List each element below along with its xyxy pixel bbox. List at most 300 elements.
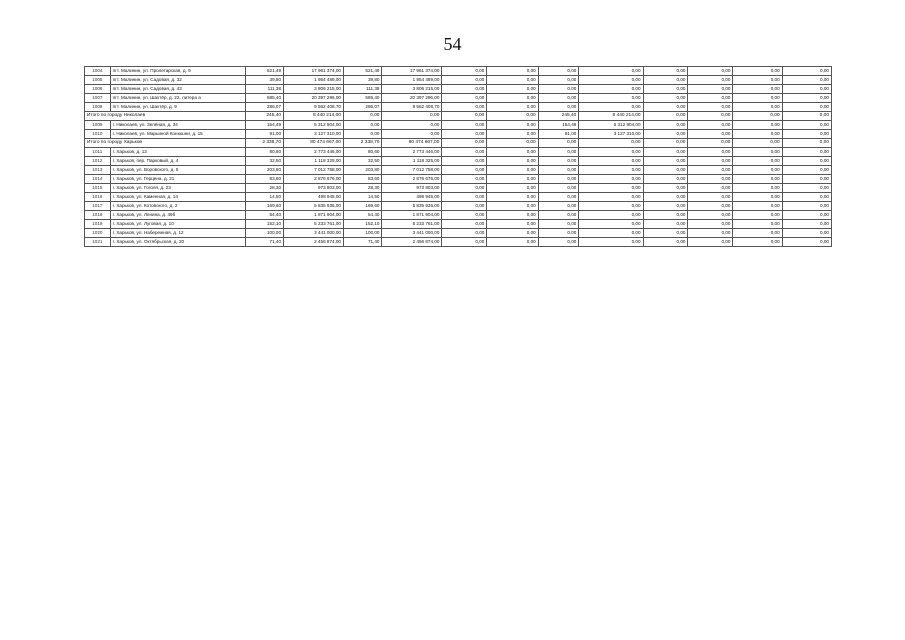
value-cell: 0,00 bbox=[579, 220, 643, 229]
value-cell: 245,40 bbox=[245, 112, 284, 121]
value-cell: 0,00 bbox=[579, 175, 643, 184]
row-id-cell: 1018 bbox=[85, 211, 111, 220]
value-cell: 0,00 bbox=[487, 85, 538, 94]
group-total-row bbox=[85, 112, 832, 121]
value-cell: 111,38 bbox=[245, 85, 284, 94]
value-cell: 0,00 bbox=[538, 229, 579, 238]
address-cell: г. Харьков, пер. Парковый, д. 4 bbox=[110, 157, 245, 166]
value-cell: 0,00 bbox=[487, 112, 538, 121]
register-table-container bbox=[84, 66, 832, 247]
value-cell: 0,00 bbox=[538, 67, 579, 76]
value-cell: 0,00 bbox=[579, 103, 643, 112]
value-cell: 0,00 bbox=[782, 94, 831, 103]
value-cell: 0,00 bbox=[643, 157, 688, 166]
value-cell: 521,49 bbox=[343, 67, 382, 76]
row-id-cell: 1008 bbox=[85, 103, 111, 112]
value-cell: 0,00 bbox=[733, 148, 782, 157]
value-cell: 585,40 bbox=[245, 94, 284, 103]
value-cell: 39,80 bbox=[245, 76, 284, 85]
value-cell: 9 562 408,70 bbox=[382, 103, 442, 112]
address-cell: пгт. Малинин, ул. Шахтёр, д. 22, литера а bbox=[110, 94, 245, 103]
table-body bbox=[85, 67, 832, 247]
value-cell: 0,00 bbox=[538, 139, 579, 148]
value-cell: 2 876 676,00 bbox=[284, 175, 344, 184]
address-cell: пгт. Малинин, ул. Садовая, д. 32 bbox=[110, 76, 245, 85]
value-cell: 80,60 bbox=[245, 148, 284, 157]
value-cell: 973 803,00 bbox=[382, 184, 442, 193]
value-cell: 0,00 bbox=[643, 220, 688, 229]
value-cell: 0,00 bbox=[343, 112, 382, 121]
value-cell: 0,00 bbox=[688, 211, 733, 220]
value-cell: 14,50 bbox=[245, 193, 284, 202]
value-cell: 0,00 bbox=[442, 148, 487, 157]
value-cell: 91,00 bbox=[538, 130, 579, 139]
value-cell: 1 118 325,00 bbox=[284, 157, 344, 166]
value-cell: 0,00 bbox=[442, 121, 487, 130]
value-cell: 54,40 bbox=[343, 211, 382, 220]
table-row bbox=[85, 229, 832, 238]
table-row bbox=[85, 67, 832, 76]
table-row bbox=[85, 175, 832, 184]
value-cell: 0,00 bbox=[643, 175, 688, 184]
value-cell: 0,00 bbox=[643, 121, 688, 130]
value-cell: 7 012 758,00 bbox=[382, 166, 442, 175]
value-cell: 1 871 904,00 bbox=[284, 211, 344, 220]
table-row bbox=[85, 94, 832, 103]
value-cell: 1 954 489,00 bbox=[284, 76, 344, 85]
value-cell: 0,00 bbox=[487, 211, 538, 220]
value-cell: 0,00 bbox=[442, 130, 487, 139]
value-cell: 0,00 bbox=[442, 157, 487, 166]
value-cell: 0,00 bbox=[688, 121, 733, 130]
value-cell: 0,00 bbox=[343, 130, 382, 139]
value-cell: 0,00 bbox=[688, 94, 733, 103]
address-cell: г. Харьков, ул. Гоголя, д. 23 bbox=[110, 184, 245, 193]
value-cell: 0,00 bbox=[442, 184, 487, 193]
value-cell: 8 440 214,00 bbox=[284, 112, 344, 121]
value-cell: 0,00 bbox=[688, 103, 733, 112]
address-cell: г. Николаев, ул. Марьиной Конюшни, д. 15 bbox=[110, 130, 245, 139]
table-row bbox=[85, 121, 832, 130]
value-cell: 585,40 bbox=[343, 94, 382, 103]
value-cell: 0,00 bbox=[688, 67, 733, 76]
value-cell: 0,00 bbox=[688, 175, 733, 184]
value-cell: 169,60 bbox=[245, 202, 284, 211]
value-cell: 80 474 667,00 bbox=[284, 139, 344, 148]
value-cell: 0,00 bbox=[643, 76, 688, 85]
value-cell: 0,00 bbox=[782, 238, 831, 247]
value-cell: 0,00 bbox=[688, 76, 733, 85]
value-cell: 0,00 bbox=[733, 193, 782, 202]
value-cell: 0,00 bbox=[733, 85, 782, 94]
value-cell: 0,00 bbox=[538, 238, 579, 247]
value-cell: 5 233 761,00 bbox=[382, 220, 442, 229]
value-cell: 0,00 bbox=[538, 220, 579, 229]
value-cell: 0,00 bbox=[733, 220, 782, 229]
value-cell: 0,00 bbox=[782, 166, 831, 175]
value-cell: 71,40 bbox=[343, 238, 382, 247]
row-id-cell: 1014 bbox=[85, 175, 111, 184]
address-cell: г. Харьков, ул. Набережная, д. 12 bbox=[110, 229, 245, 238]
value-cell: 203,80 bbox=[245, 166, 284, 175]
table-row bbox=[85, 130, 832, 139]
value-cell: 20 397 296,00 bbox=[284, 94, 344, 103]
value-cell: 3 806 215,00 bbox=[382, 85, 442, 94]
value-cell: 0,00 bbox=[688, 85, 733, 94]
value-cell: 5 233 761,00 bbox=[284, 220, 344, 229]
row-id-cell: 1007 bbox=[85, 94, 111, 103]
table-row bbox=[85, 184, 832, 193]
value-cell: 0,00 bbox=[643, 94, 688, 103]
value-cell: 0,00 bbox=[442, 67, 487, 76]
value-cell: 0,00 bbox=[733, 94, 782, 103]
value-cell: 203,80 bbox=[343, 166, 382, 175]
value-cell: 0,00 bbox=[782, 193, 831, 202]
value-cell: 152,10 bbox=[245, 220, 284, 229]
value-cell: 100,00 bbox=[245, 229, 284, 238]
value-cell: 0,00 bbox=[487, 130, 538, 139]
value-cell: 0,00 bbox=[487, 166, 538, 175]
value-cell: 100,00 bbox=[343, 229, 382, 238]
table-row bbox=[85, 238, 832, 247]
value-cell: 20 397 296,00 bbox=[382, 94, 442, 103]
address-cell: г. Харьков, ул. Луговая, д. 10 bbox=[110, 220, 245, 229]
row-id-cell: 1019 bbox=[85, 220, 111, 229]
value-cell: 2 876 676,00 bbox=[382, 175, 442, 184]
table-row bbox=[85, 220, 832, 229]
row-id-cell: 1020 bbox=[85, 229, 111, 238]
value-cell: 0,00 bbox=[442, 229, 487, 238]
value-cell: 521,49 bbox=[245, 67, 284, 76]
value-cell: 0,00 bbox=[487, 148, 538, 157]
value-cell: 169,60 bbox=[343, 202, 382, 211]
value-cell: 0,00 bbox=[688, 220, 733, 229]
value-cell: 0,00 bbox=[782, 148, 831, 157]
value-cell: 3 127 310,00 bbox=[284, 130, 344, 139]
value-cell: 0,00 bbox=[487, 193, 538, 202]
value-cell: 154,49 bbox=[245, 121, 284, 130]
value-cell: 245,40 bbox=[538, 112, 579, 121]
value-cell: 0,00 bbox=[538, 184, 579, 193]
value-cell: 0,00 bbox=[643, 139, 688, 148]
value-cell: 0,00 bbox=[487, 94, 538, 103]
value-cell: 0,00 bbox=[733, 103, 782, 112]
address-cell: г. Харьков, ул. Воровского, д. 5 bbox=[110, 166, 245, 175]
value-cell: 0,00 bbox=[643, 184, 688, 193]
value-cell: 2 338,70 bbox=[343, 139, 382, 148]
value-cell: 0,00 bbox=[782, 211, 831, 220]
address-cell: пгт. Малинин, ул. Садовая, д. 43 bbox=[110, 85, 245, 94]
value-cell: 0,00 bbox=[487, 103, 538, 112]
value-cell: 0,00 bbox=[688, 112, 733, 121]
table-row bbox=[85, 202, 832, 211]
value-cell: 5 835 936,00 bbox=[284, 202, 344, 211]
value-cell: 2 456 874,00 bbox=[382, 238, 442, 247]
value-cell: 0,00 bbox=[487, 67, 538, 76]
value-cell: 0,00 bbox=[782, 139, 831, 148]
value-cell: 5 312 904,00 bbox=[284, 121, 344, 130]
value-cell: 0,00 bbox=[579, 166, 643, 175]
value-cell: 0,00 bbox=[782, 184, 831, 193]
value-cell: 0,00 bbox=[733, 211, 782, 220]
value-cell: 0,00 bbox=[487, 220, 538, 229]
value-cell: 0,00 bbox=[538, 211, 579, 220]
value-cell: 0,00 bbox=[688, 157, 733, 166]
value-cell: 71,40 bbox=[245, 238, 284, 247]
value-cell: 0,00 bbox=[688, 166, 733, 175]
group-name-cell: Итого по городу Харьков bbox=[85, 139, 246, 148]
value-cell: 1 871 904,00 bbox=[382, 211, 442, 220]
value-cell: 0,00 bbox=[442, 238, 487, 247]
value-cell: 0,00 bbox=[538, 175, 579, 184]
value-cell: 2 338,70 bbox=[245, 139, 284, 148]
value-cell: 28,30 bbox=[343, 184, 382, 193]
value-cell: 498 945,00 bbox=[382, 193, 442, 202]
value-cell: 91,00 bbox=[245, 130, 284, 139]
value-cell: 0,00 bbox=[538, 193, 579, 202]
value-cell: 0,00 bbox=[487, 202, 538, 211]
value-cell: 0,00 bbox=[579, 94, 643, 103]
register-table bbox=[84, 66, 832, 247]
address-cell: г. Харьков, д. 13 bbox=[110, 148, 245, 157]
value-cell: 0,00 bbox=[382, 112, 442, 121]
value-cell: 0,00 bbox=[487, 229, 538, 238]
address-cell: г. Харьков, ул. Каменная, д. 14 bbox=[110, 193, 245, 202]
value-cell: 0,00 bbox=[487, 238, 538, 247]
value-cell: 2 773 446,00 bbox=[284, 148, 344, 157]
value-cell: 0,00 bbox=[382, 130, 442, 139]
value-cell: 0,00 bbox=[442, 103, 487, 112]
value-cell: 0,00 bbox=[733, 112, 782, 121]
value-cell: 3 441 000,00 bbox=[284, 229, 344, 238]
value-cell: 3 806 215,00 bbox=[284, 85, 344, 94]
value-cell: 0,00 bbox=[487, 139, 538, 148]
value-cell: 0,00 bbox=[733, 139, 782, 148]
value-cell: 0,00 bbox=[643, 238, 688, 247]
row-id-cell: 1013 bbox=[85, 166, 111, 175]
page-number: 54 bbox=[443, 34, 462, 54]
value-cell: 0,00 bbox=[579, 229, 643, 238]
value-cell: 0,00 bbox=[579, 139, 643, 148]
value-cell: 1 954 489,00 bbox=[382, 76, 442, 85]
value-cell: 0,00 bbox=[733, 229, 782, 238]
table-row bbox=[85, 193, 832, 202]
value-cell: 8 440 214,00 bbox=[579, 112, 643, 121]
value-cell: 5 835 936,00 bbox=[382, 202, 442, 211]
value-cell: 0,00 bbox=[733, 67, 782, 76]
value-cell: 0,00 bbox=[782, 175, 831, 184]
value-cell: 7 012 758,00 bbox=[284, 166, 344, 175]
value-cell: 0,00 bbox=[733, 121, 782, 130]
value-cell: 0,00 bbox=[579, 184, 643, 193]
value-cell: 0,00 bbox=[643, 103, 688, 112]
value-cell: 0,00 bbox=[782, 202, 831, 211]
value-cell: 152,10 bbox=[343, 220, 382, 229]
value-cell: 973 803,00 bbox=[284, 184, 344, 193]
value-cell: 0,00 bbox=[733, 76, 782, 85]
value-cell: 0,00 bbox=[782, 229, 831, 238]
value-cell: 0,00 bbox=[782, 121, 831, 130]
table-row bbox=[85, 148, 832, 157]
value-cell: 0,00 bbox=[782, 157, 831, 166]
row-id-cell: 1004 bbox=[85, 67, 111, 76]
value-cell: 498 945,00 bbox=[284, 193, 344, 202]
value-cell: 0,00 bbox=[538, 85, 579, 94]
value-cell: 0,00 bbox=[487, 184, 538, 193]
value-cell: 0,00 bbox=[579, 157, 643, 166]
group-total-row bbox=[85, 139, 832, 148]
row-id-cell: 1021 bbox=[85, 238, 111, 247]
value-cell: 0,00 bbox=[643, 166, 688, 175]
value-cell: 28,30 bbox=[245, 184, 284, 193]
value-cell: 17 961 374,00 bbox=[382, 67, 442, 76]
value-cell: 0,00 bbox=[733, 238, 782, 247]
value-cell: 0,00 bbox=[782, 130, 831, 139]
value-cell: 0,00 bbox=[782, 103, 831, 112]
address-cell: пгт. Малинин, ул. Шахтёр, д. 9 bbox=[110, 103, 245, 112]
value-cell: 0,00 bbox=[442, 76, 487, 85]
value-cell: 0,00 bbox=[579, 202, 643, 211]
value-cell: 0,00 bbox=[442, 139, 487, 148]
value-cell: 0,00 bbox=[442, 211, 487, 220]
row-id-cell: 1015 bbox=[85, 184, 111, 193]
value-cell: 0,00 bbox=[538, 166, 579, 175]
address-cell: г. Харьков, ул. Котовского, д. 2 bbox=[110, 202, 245, 211]
value-cell: 0,00 bbox=[442, 220, 487, 229]
row-id-cell: 1011 bbox=[85, 148, 111, 157]
row-id-cell: 1005 bbox=[85, 76, 111, 85]
value-cell: 0,00 bbox=[579, 193, 643, 202]
value-cell: 0,00 bbox=[733, 166, 782, 175]
value-cell: 0,00 bbox=[643, 130, 688, 139]
value-cell: 0,00 bbox=[733, 175, 782, 184]
value-cell: 0,00 bbox=[643, 229, 688, 238]
value-cell: 0,00 bbox=[782, 67, 831, 76]
value-cell: 0,00 bbox=[538, 157, 579, 166]
value-cell: 0,00 bbox=[688, 148, 733, 157]
value-cell: 0,00 bbox=[782, 85, 831, 94]
value-cell: 0,00 bbox=[688, 139, 733, 148]
value-cell: 0,00 bbox=[733, 184, 782, 193]
value-cell: 0,00 bbox=[782, 112, 831, 121]
value-cell: 0,00 bbox=[579, 148, 643, 157]
value-cell: 0,00 bbox=[442, 175, 487, 184]
value-cell: 17 961 374,00 bbox=[284, 67, 344, 76]
value-cell: 0,00 bbox=[688, 229, 733, 238]
table-row bbox=[85, 103, 832, 112]
value-cell: 0,00 bbox=[782, 220, 831, 229]
value-cell: 9 562 408,70 bbox=[284, 103, 344, 112]
value-cell: 0,00 bbox=[442, 112, 487, 121]
value-cell: 0,00 bbox=[442, 193, 487, 202]
value-cell: 0,00 bbox=[538, 202, 579, 211]
address-cell: г. Харьков, ул. Ленина, д. 49б bbox=[110, 211, 245, 220]
value-cell: 0,00 bbox=[733, 202, 782, 211]
value-cell: 32,50 bbox=[343, 157, 382, 166]
value-cell: 0,00 bbox=[643, 112, 688, 121]
value-cell: 80,60 bbox=[343, 148, 382, 157]
value-cell: 0,00 bbox=[579, 238, 643, 247]
row-id-cell: 1016 bbox=[85, 193, 111, 202]
table-row bbox=[85, 166, 832, 175]
value-cell: 2 773 446,00 bbox=[382, 148, 442, 157]
value-cell: 286,07 bbox=[343, 103, 382, 112]
row-id-cell: 1012 bbox=[85, 157, 111, 166]
value-cell: 0,00 bbox=[733, 157, 782, 166]
value-cell: 0,00 bbox=[643, 67, 688, 76]
value-cell: 0,00 bbox=[643, 202, 688, 211]
value-cell: 0,00 bbox=[442, 94, 487, 103]
value-cell: 0,00 bbox=[538, 94, 579, 103]
value-cell: 0,00 bbox=[487, 76, 538, 85]
value-cell: 0,00 bbox=[688, 130, 733, 139]
row-id-cell: 1006 bbox=[85, 85, 111, 94]
address-cell: г. Харьков, ул. Октябрьская, д. 20 bbox=[110, 238, 245, 247]
table-row bbox=[85, 85, 832, 94]
value-cell: 0,00 bbox=[538, 76, 579, 85]
value-cell: 3 441 000,00 bbox=[382, 229, 442, 238]
value-cell: 1 118 325,00 bbox=[382, 157, 442, 166]
value-cell: 0,00 bbox=[782, 76, 831, 85]
row-id-cell: 1017 bbox=[85, 202, 111, 211]
value-cell: 0,00 bbox=[487, 175, 538, 184]
value-cell: 80 474 667,00 bbox=[382, 139, 442, 148]
address-cell: пгт. Малинин, ул. Пролетарская, д. 9 bbox=[110, 67, 245, 76]
value-cell: 2 456 874,00 bbox=[284, 238, 344, 247]
value-cell: 0,00 bbox=[688, 193, 733, 202]
value-cell: 0,00 bbox=[442, 85, 487, 94]
table-row bbox=[85, 211, 832, 220]
value-cell: 32,50 bbox=[245, 157, 284, 166]
address-cell: г. Николаев, ул. Зелёная, д. 34 bbox=[110, 121, 245, 130]
value-cell: 0,00 bbox=[688, 184, 733, 193]
value-cell: 0,00 bbox=[487, 157, 538, 166]
value-cell: 0,00 bbox=[733, 130, 782, 139]
value-cell: 0,00 bbox=[382, 121, 442, 130]
value-cell: 0,00 bbox=[643, 148, 688, 157]
value-cell: 39,80 bbox=[343, 76, 382, 85]
value-cell: 5 312 904,00 bbox=[579, 121, 643, 130]
value-cell: 0,00 bbox=[643, 85, 688, 94]
table-row bbox=[85, 76, 832, 85]
value-cell: 286,07 bbox=[245, 103, 284, 112]
value-cell: 0,00 bbox=[487, 121, 538, 130]
value-cell: 0,00 bbox=[688, 238, 733, 247]
address-cell: г. Харьков, ул. Герцена, д. 21 bbox=[110, 175, 245, 184]
value-cell: 83,60 bbox=[343, 175, 382, 184]
value-cell: 0,00 bbox=[442, 166, 487, 175]
table-row bbox=[85, 157, 832, 166]
value-cell: 83,60 bbox=[245, 175, 284, 184]
value-cell: 0,00 bbox=[579, 67, 643, 76]
value-cell: 0,00 bbox=[688, 202, 733, 211]
group-name-cell: Итого по городу Николаев bbox=[85, 112, 246, 121]
value-cell: 0,00 bbox=[442, 202, 487, 211]
value-cell: 0,00 bbox=[538, 103, 579, 112]
value-cell: 0,00 bbox=[579, 76, 643, 85]
value-cell: 154,49 bbox=[538, 121, 579, 130]
value-cell: 3 127 310,00 bbox=[579, 130, 643, 139]
row-id-cell: 1010 bbox=[85, 130, 111, 139]
value-cell: 14,50 bbox=[343, 193, 382, 202]
value-cell: 0,00 bbox=[579, 85, 643, 94]
value-cell: 0,00 bbox=[643, 193, 688, 202]
value-cell: 0,00 bbox=[538, 148, 579, 157]
value-cell: 0,00 bbox=[579, 211, 643, 220]
value-cell: 54,40 bbox=[245, 211, 284, 220]
row-id-cell: 1009 bbox=[85, 121, 111, 130]
value-cell: 111,38 bbox=[343, 85, 382, 94]
